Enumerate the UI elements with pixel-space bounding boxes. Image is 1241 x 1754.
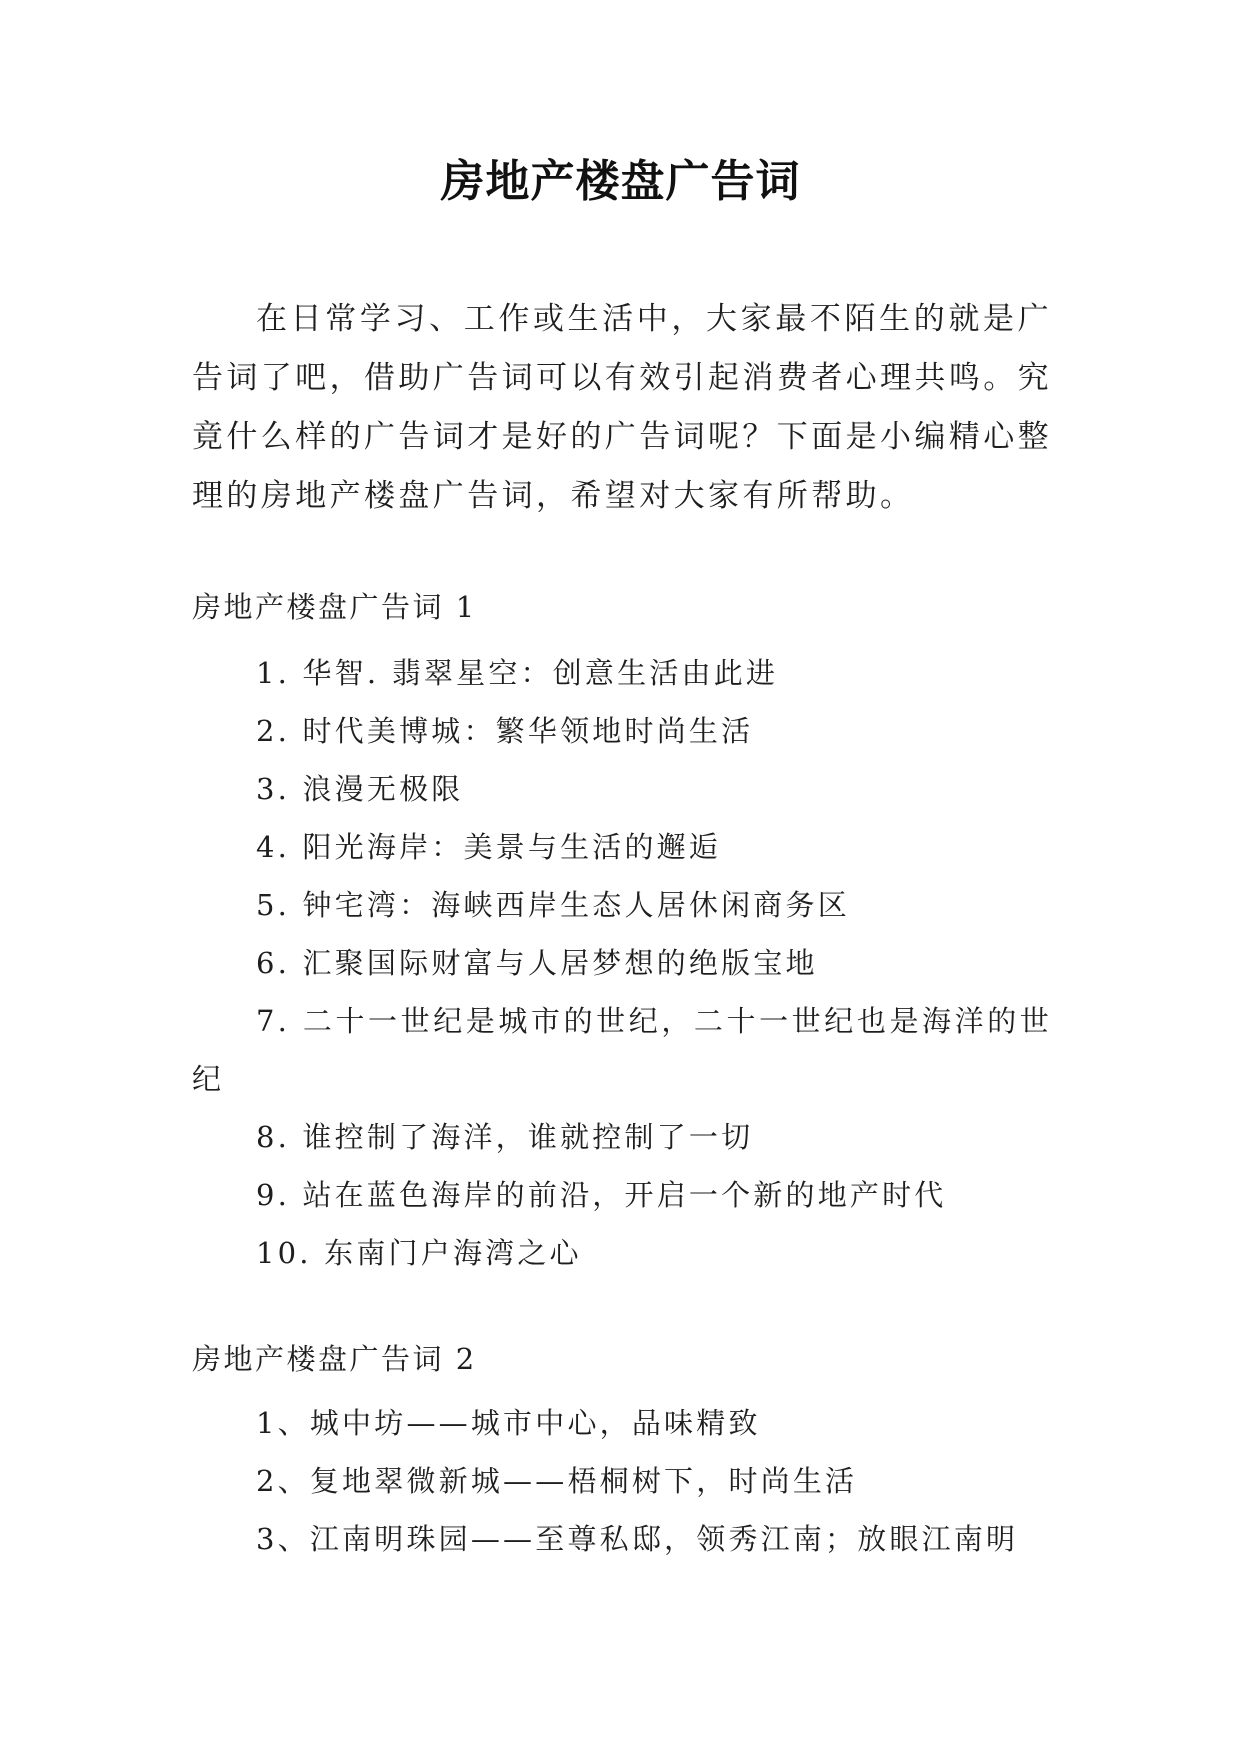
list-item: 1、城中坊——城市中心，品味精致 xyxy=(256,1406,761,1440)
document-title: 房地产楼盘广告词 xyxy=(440,156,801,207)
list-item: 3. 浪漫无极限 xyxy=(256,772,464,806)
list-item: 4. 阳光海岸：美景与生活的邂逅 xyxy=(256,830,722,864)
list-item: 7. 二十一世纪是城市的世纪，二十一世纪也是海洋的世纪 xyxy=(192,1004,1052,1096)
list-item: 6. 汇聚国际财富与人居梦想的绝版宝地 xyxy=(256,946,818,980)
list-item: 9. 站在蓝色海岸的前沿，开启一个新的地产时代 xyxy=(256,1178,947,1212)
section-heading-1: 房地产楼盘广告词 1 xyxy=(192,590,477,624)
list-item: 2. 时代美博城：繁华领地时尚生活 xyxy=(256,714,754,748)
list-item: 10. 东南门户海湾之心 xyxy=(256,1236,582,1270)
list-item: 3、江南明珠园——至尊私邸，领秀江南；放眼江南明 xyxy=(256,1522,1019,1556)
slogan-list-2 xyxy=(192,1394,1052,1568)
section-heading-2: 房地产楼盘广告词 2 xyxy=(192,1342,477,1376)
intro-paragraph: 在日常学习、工作或生活中，大家最不陌生的就是广告词了吧，借助广告词可以有效引起消费者心理共鸣。究竟什么样的广告词才是好的广告词呢？下面是小编精心整理的房地产楼盘广告词，希望对大家有所帮助。 xyxy=(192,301,1052,514)
list-item: 2、复地翠微新城——梧桐树下，时尚生活 xyxy=(256,1464,858,1498)
slogan-list-1 xyxy=(192,644,1052,1282)
list-item: 1. 华智. 翡翠星空：创意生活由此进 xyxy=(256,656,779,690)
list-item: 5. 钟宅湾：海峡西岸生态人居休闲商务区 xyxy=(256,888,850,922)
list-item: 8. 谁控制了海洋，谁就控制了一切 xyxy=(256,1120,754,1154)
